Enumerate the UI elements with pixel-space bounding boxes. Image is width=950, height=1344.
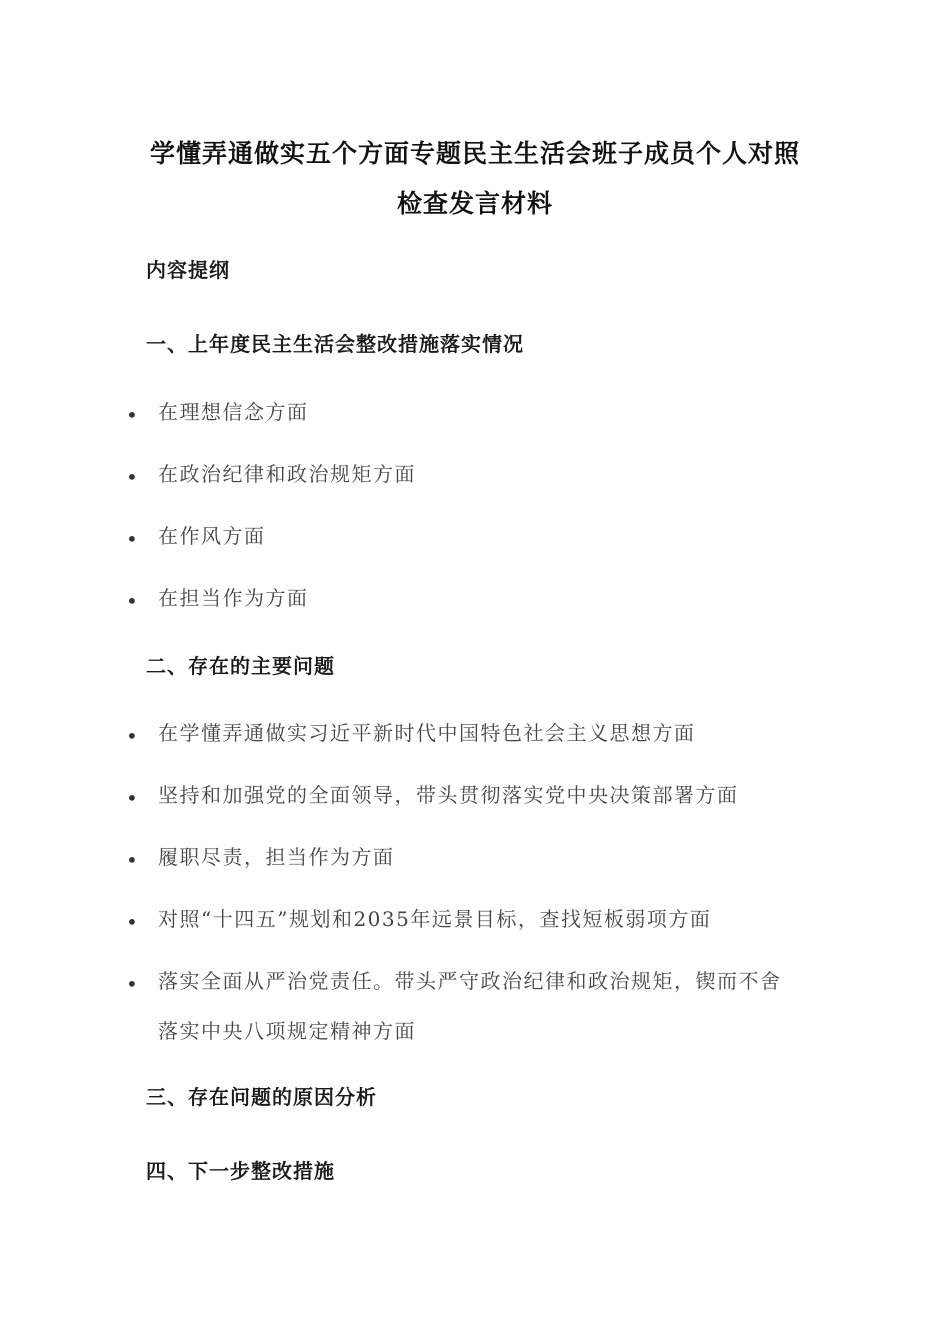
bullet-icon: • <box>126 910 138 934</box>
outline-label: 内容提纲 <box>146 258 230 282</box>
section-heading-4: 四、下一步整改措施 <box>146 1159 335 1183</box>
bullet-icon: • <box>126 786 138 810</box>
section-heading-3: 三、存在问题的原因分析 <box>146 1085 377 1109</box>
list-item-text-continued: 落实中央八项规定精神方面 <box>158 1019 416 1043</box>
section-heading-2: 二、存在的主要问题 <box>146 654 335 678</box>
list-item-text: 在政治纪律和政治规矩方面 <box>158 462 416 486</box>
bullet-icon: • <box>126 848 138 872</box>
list-item-text: 落实全面从严治党责任。带头严守政治纪律和政治规矩，锲而不舍 <box>158 969 782 993</box>
bullet-icon: • <box>126 972 138 996</box>
list-item-text: 在作风方面 <box>158 524 266 548</box>
title-line-1: 学懂弄通做实五个方面专题民主生活会班子成员个人对照 <box>149 139 800 168</box>
list-item-text: 在担当作为方面 <box>158 586 309 610</box>
bullet-icon: • <box>126 465 138 489</box>
list-item-text: 履职尽责，担当作为方面 <box>158 845 395 869</box>
bullet-icon: • <box>126 527 138 551</box>
list-item-text: 在学懂弄通做实习近平新时代中国特色社会主义思想方面 <box>158 721 696 745</box>
bullet-icon: • <box>126 589 138 613</box>
list-item-text: 在理想信念方面 <box>158 400 309 424</box>
section-heading-1: 一、上年度民主生活会整改措施落实情况 <box>146 332 524 356</box>
list-item-text: 坚持和加强党的全面领导，带头贯彻落实党中央决策部署方面 <box>158 783 739 807</box>
list-item-text: 对照“十四五”规划和2035年远景目标，查找短板弱项方面 <box>158 907 712 931</box>
title-line-2: 检查发言材料 <box>396 189 553 218</box>
bullet-icon: • <box>126 724 138 748</box>
bullet-icon: • <box>126 403 138 427</box>
